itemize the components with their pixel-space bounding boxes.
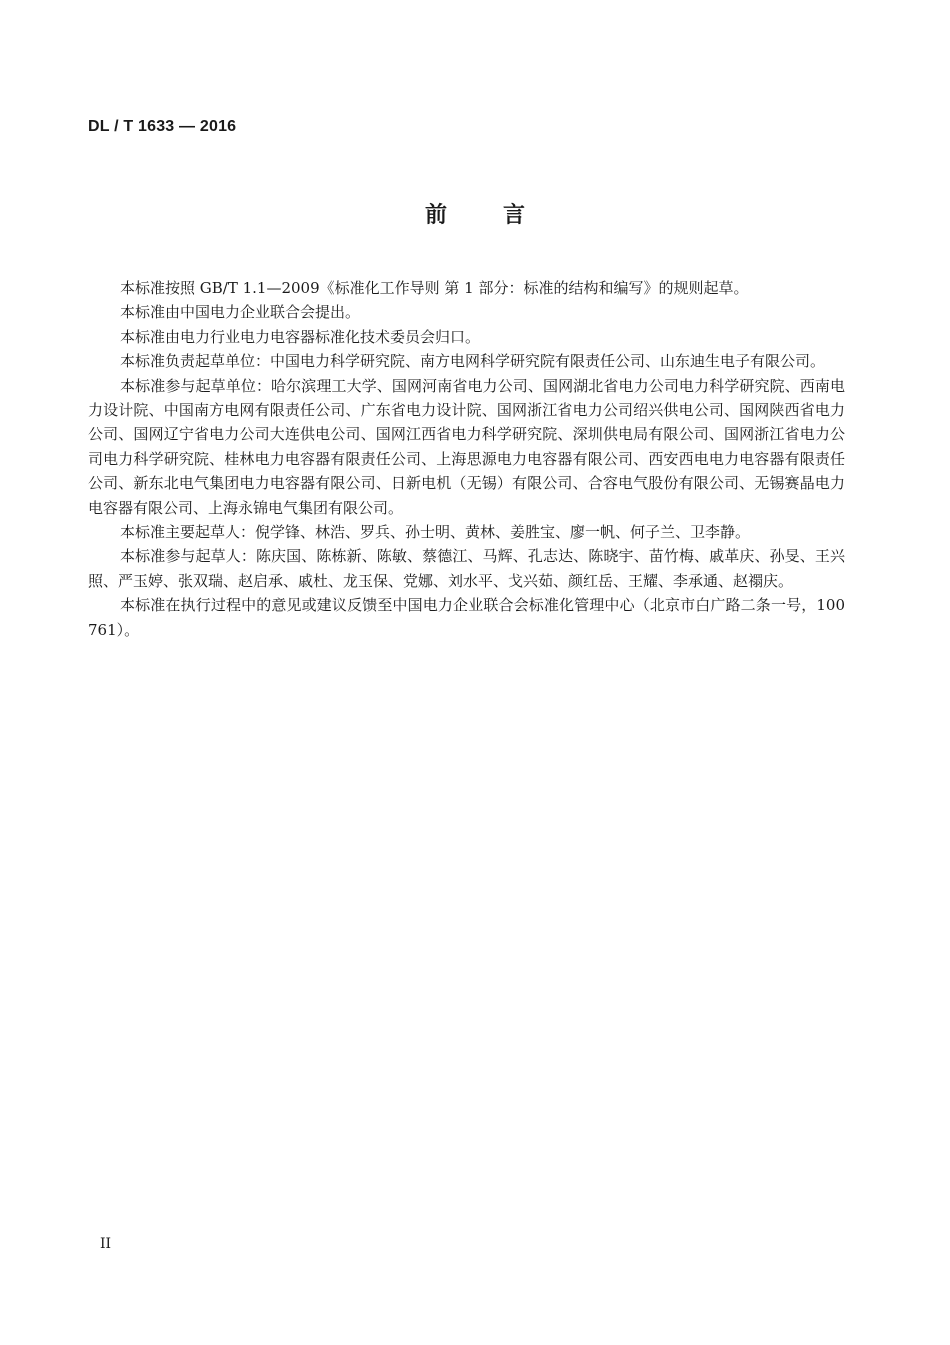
standard-code: DL / T 1633 — 2016 [88,118,237,135]
paragraph-proposer: 本标准由中国电力企业联合会提出。 [120,303,361,322]
paragraph-drafting-rules: 本标准按照 GB/T 1.1—2009《标准化工作导则 第 1 部分：标准的结构和编写》的规则起草。 [120,279,749,297]
foreword-body [88,276,845,642]
paragraph-main-drafters: 本标准主要起草人：倪学锋、林浩、罗兵、孙士明、黄林、姜胜宝、廖一帆、何子兰、卫李静。 [120,523,751,542]
page-title: 前言 [424,203,581,228]
paragraph-administrator: 本标准由电力行业电力电容器标准化技术委员会归口。 [120,327,481,346]
page-number: II [100,1236,112,1252]
paragraph-feedback: 本标准在执行过程中的意见或建议反馈至中国电力企业联合会标准化管理中心（北京市白广路二条一号，100761）。 [88,596,845,639]
paragraph-lead-drafters: 本标准负责起草单位：中国电力科学研究院、南方电网科学研究院有限责任公司、山东迪生电子有限公司。 [120,352,826,371]
paragraph-participating-drafters: 本标准参与起草人：陈庆国、陈栋新、陈敏、蔡德江、马辉、孔志达、陈晓宇、苗竹梅、戚革庆、孙旻、王兴照、严玉婷、张双瑞、赵启承、戚杜、龙玉保、党娜、刘水平、戈兴茹、颜红岳、王耀、李承通、赵禤庆。 [88,547,845,590]
paragraph-participating-units: 本标准参与起草单位：哈尔滨理工大学、国网河南省电力公司、国网湖北省电力公司电力科学研究院、西南电力设计院、中国南方电网有限责任公司、广东省电力设计院、国网浙江省电力公司绍兴供电公司、国网陕西省电力公司、国网辽宁省电力公司大连供电公司、国网江西省电力科学研究院、深圳供电局有限公司、国网浙江省电力公司电力科学研究院、桂林电力电容器有限责任公司、上海思源电力电容器有限公司、西安西电电力电容器有限责任公司、新东北电气集团电力电容器有限公司、日新电机（无锡）有限公司、合容电气股份有限公司、无锡赛晶电力电容器有限公司、上海永锦电气集团有限公司。 [88,376,845,517]
